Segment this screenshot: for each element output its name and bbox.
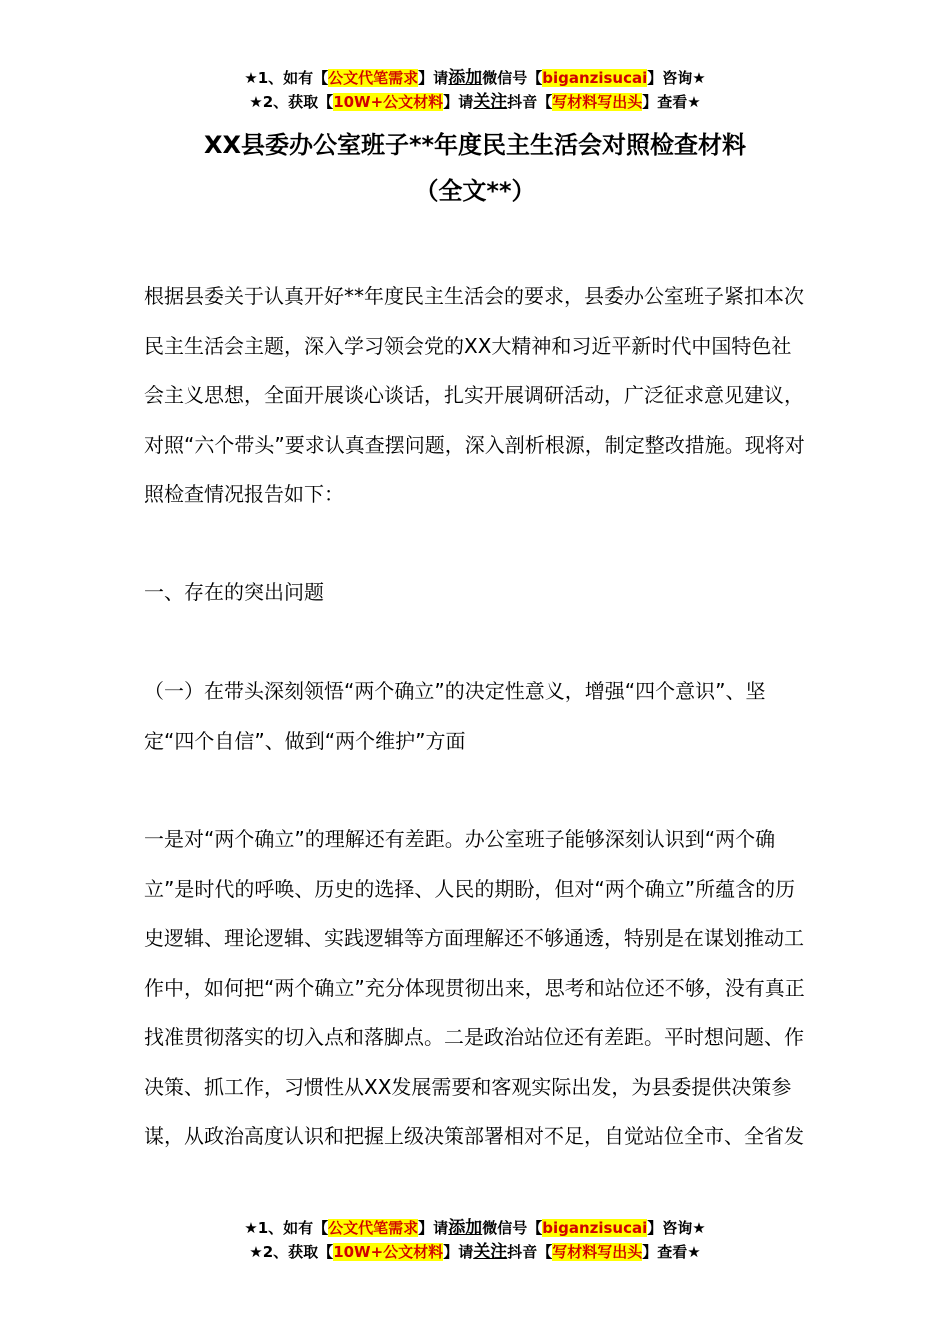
promo-text: 微信号【 xyxy=(482,69,543,87)
promo-text: 】请 xyxy=(418,1219,449,1237)
promo-text: 】查看★ xyxy=(642,1243,701,1261)
promo-line-2 xyxy=(0,1240,950,1264)
promo-text: 】请 xyxy=(418,69,449,87)
section-heading: 一、存在的突出问题 xyxy=(144,580,324,604)
promo-highlight: 10W+公文材料 xyxy=(333,1243,444,1261)
promo-text: 抖音【 xyxy=(507,1243,553,1261)
promo-text: ★2、获取【 xyxy=(249,93,334,111)
promo-text: 】查看★ xyxy=(642,93,701,111)
title-line-1: XX县委办公室班子**年度民主生活会对照检查材料 xyxy=(203,131,747,159)
promo-highlight: 公文代笔需求 xyxy=(328,1219,419,1237)
promo-footer xyxy=(0,1216,950,1264)
promo-line-1 xyxy=(0,1216,950,1240)
intro-paragraph: 根据县委关于认真开好**年度民主生活会的要求，县委办公室班子紧扣本次民主生活会主题，深入学习领会党的XX大精神和习近平新时代中国特色社会主义思想，全面开展谈心谈话，扎实开展调研活动，广泛征求意见建议，对照“六个带头”要求认真查摆问题，深入剖析根源，制定整改措施。现将对照检查情况报告如下： xyxy=(144,284,805,506)
promo-emphasis: 添加 xyxy=(448,68,483,88)
promo-text: 】请 xyxy=(443,93,474,111)
title-line-2: （全文**） xyxy=(414,177,536,205)
promo-highlight: 10W+公文材料 xyxy=(333,93,444,111)
promo-douyin-id: 写材料写出头 xyxy=(552,93,643,111)
promo-emphasis: 关注 xyxy=(473,92,508,112)
promo-highlight: 公文代笔需求 xyxy=(328,69,419,87)
promo-wechat-id: biganzisucai xyxy=(542,1219,648,1237)
promo-emphasis: 关注 xyxy=(473,1242,508,1262)
promo-text: ★1、如有【 xyxy=(244,1219,329,1237)
promo-text: ★1、如有【 xyxy=(244,69,329,87)
promo-wechat-id: biganzisucai xyxy=(542,69,648,87)
promo-text: 】请 xyxy=(443,1243,474,1261)
promo-text: 微信号【 xyxy=(482,1219,543,1237)
document-title xyxy=(0,122,950,214)
promo-emphasis: 添加 xyxy=(448,1218,483,1238)
promo-text: 抖音【 xyxy=(507,93,553,111)
body-paragraph: 一是对“两个确立”的理解还有差距。办公室班子能够深刻认识到“两个确立”是时代的呼唤、历史的选择、人民的期盼，但对“两个确立”所蕴含的历史逻辑、理论逻辑、实践逻辑等方面理解还不够通透，特别是在谋划推动工作中，如何把“两个确立”充分体现贯彻出来，思考和站位还不够，没有真正找准贯彻落实的切入点和落脚点。二是政治站位还有差距。平时想问题、作决策、抓工作，习惯性从XX发展需要和客观实际出发，为县委提供决策参谋，从政治高度认识和把握上级决策部署相对不足，自觉站位全市、全省发 xyxy=(144,827,805,1148)
promo-text: 】咨询★ xyxy=(647,1219,706,1237)
subsection-heading: （一）在带头深刻领悟“两个确立”的决定性意义，增强“四个意识”、坚定“四个自信”、做到“两个维护”方面 xyxy=(144,679,766,753)
promo-text: 】咨询★ xyxy=(647,69,706,87)
promo-line-1 xyxy=(0,66,950,90)
promo-douyin-id: 写材料写出头 xyxy=(552,1243,643,1261)
promo-header xyxy=(0,66,950,114)
promo-line-2 xyxy=(0,90,950,114)
promo-text: ★2、获取【 xyxy=(249,1243,334,1261)
